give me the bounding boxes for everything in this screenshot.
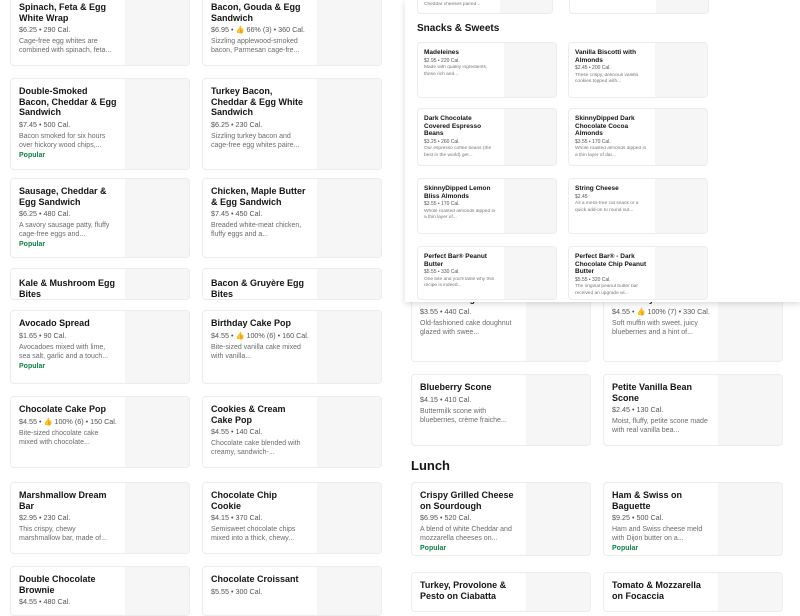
item-meta: $2.95 • 220 Cal. (424, 57, 460, 64)
item-meta: $6.25 • 290 Cal. (19, 25, 71, 34)
item-name: Birthday Cake Pop (211, 318, 292, 328)
menu-item-card[interactable] (202, 482, 382, 554)
item-name: Blueberry Scone (420, 382, 492, 392)
item-meta: $2.45 • 200 Cal. (575, 65, 611, 72)
menu-item-card[interactable] (202, 396, 382, 468)
item-name: SkinnyDipped Dark Chocolate Cocoa Almonds (575, 115, 635, 138)
item-description: Soft muffin with sweet, juicy blueberries and a hint of... (612, 319, 698, 336)
item-meta: $1.65 • 90 Cal. (19, 330, 67, 340)
item-description: Chocolate cake blended with creamy, sandwich-... (211, 440, 301, 457)
item-meta: $4.15 • 410 Cal. (420, 394, 472, 404)
item-description: A savory sausage patty, fluffy cage-free eggs and... (19, 222, 110, 239)
item-image (526, 483, 590, 555)
menu-item-card[interactable] (417, 42, 557, 98)
menu-item-card[interactable] (10, 178, 190, 258)
item-name: Perfect Bar® - Dark Chocolate Chip Peanut Butter (575, 253, 647, 276)
item-image (125, 483, 189, 553)
menu-item-card[interactable] (202, 566, 382, 616)
item-description: Ham and Swiss cheese meld with Dijon butter on a... (612, 526, 703, 543)
menu-item-card[interactable] (202, 78, 382, 170)
item-image (504, 179, 556, 233)
snacks-preview-panel (405, 0, 800, 302)
item-meta: $3.55 • 170 Cal. (424, 201, 460, 208)
menu-item-card[interactable] (202, 310, 382, 384)
item-image (317, 397, 381, 467)
item-name: Double-Smoked Bacon, Cheddar & Egg Sandwich (19, 86, 117, 117)
item-description: Sizzling turkey bacon and cage-free egg whites paire... (211, 132, 300, 149)
section-title-lunch: Lunch (411, 458, 450, 473)
item-meta: $2.95 • 230 Cal. (19, 513, 71, 522)
menu-item-card[interactable] (417, 178, 557, 234)
popular-badge: Popular (19, 241, 46, 249)
menu-item-card[interactable] (603, 572, 783, 612)
item-name: Chocolate Cake Pop (19, 404, 107, 414)
menu-item-card[interactable] (202, 0, 382, 66)
item-name: Dark Chocolate Covered Espresso Beans (424, 115, 482, 138)
item-description: Old-fashioned cake doughnut glazed with swee... (420, 319, 512, 336)
item-description: Sizzling applewood-smoked bacon, Parmesan cage-fre... (211, 38, 300, 55)
item-meta: $6.25 • 230 Cal. (211, 119, 263, 129)
popular-badge: Popular (19, 362, 46, 370)
item-name: Crispy Grilled Cheese on Sourdough (420, 490, 514, 511)
item-name: Chocolate Croissant (211, 574, 299, 584)
item-meta: $6.25 • 480 Cal. (19, 209, 71, 218)
item-description: Made with quality ingredients, these rich and... (424, 65, 488, 77)
menu-item-card[interactable] (568, 246, 708, 300)
item-meta: $2.45 • 130 Cal. (612, 405, 664, 414)
item-image (504, 247, 556, 299)
item-name: Bacon, Gouda & Egg Sandwich (211, 2, 301, 23)
item-meta: $3.25 • 260 Cal. (424, 138, 460, 145)
item-meta: $4.55 • 140 Cal. (211, 427, 263, 436)
menu-item-card[interactable] (417, 0, 553, 14)
item-description: Avocadoes mixed with lime, sea salt, garlic and a touch... (19, 343, 109, 360)
menu-item-card[interactable] (568, 42, 708, 98)
item-image (655, 109, 707, 165)
item-description: Semisweet chocolate chips mixed into a thick, chewy... (211, 526, 296, 543)
item-meta: $5.55 • 320 Cal. (575, 276, 611, 283)
item-image (317, 311, 381, 383)
item-image (655, 247, 707, 299)
item-description: One bite and you'll taste why this recipe is indeed... (424, 276, 494, 289)
item-image (125, 567, 189, 615)
item-description: Cheddar cheeses paired... (424, 2, 481, 7)
item-meta: $9.25 • 500 Cal. (612, 513, 664, 522)
item-meta: $3.55 • 440 Cal. (420, 306, 472, 316)
popular-badge: Popular (612, 545, 639, 553)
item-image (317, 269, 381, 299)
menu-item-card[interactable] (10, 0, 190, 66)
item-meta: $3.55 • 170 Cal. (575, 138, 611, 145)
item-name: Spinach, Feta & Egg White Wrap (19, 2, 107, 23)
item-image (655, 43, 707, 97)
item-description: Bite-sized chocolate cake mixed with chocolate... (19, 429, 99, 446)
item-name: SkinnyDipped Lemon Bliss Almonds (424, 185, 491, 200)
item-meta: $4.15 • 370 Cal. (211, 513, 263, 522)
item-image (526, 375, 590, 445)
item-image (125, 0, 189, 65)
item-description: The original peanut butter bar received an upgrade wi... (575, 284, 638, 296)
item-name: Bacon & Gruyère Egg Bites (211, 278, 305, 299)
item-image (718, 573, 782, 611)
item-image (718, 375, 782, 445)
item-description: Whole roasted almonds dipped in a thin layer of... (424, 208, 496, 221)
popular-badge: Popular (19, 151, 46, 159)
menu-item-card[interactable] (569, 0, 709, 14)
item-meta: $7.45 • 500 Cal. (19, 119, 71, 129)
item-name: String Cheese (575, 185, 619, 192)
item-description: These crispy, delicious vanilla cookies topped with... (575, 72, 639, 85)
menu-item-card[interactable] (10, 268, 190, 300)
item-meta: $4.55 • 👍 100% (6) • 160 Cal. (211, 330, 309, 340)
item-name: Sausage, Cheddar & Egg Sandwich (19, 186, 107, 207)
item-image (500, 0, 552, 13)
item-name: Turkey Bacon, Cheddar & Egg White Sandwich (211, 86, 303, 117)
menu-item-card[interactable] (568, 178, 708, 234)
item-description: Cage-free egg whites are combined with spinach, feta... (19, 38, 112, 55)
item-name: Chocolate Chip Cookie (211, 490, 278, 511)
popular-badge: Popular (420, 545, 447, 553)
item-image (656, 0, 708, 13)
item-name: Turkey, Provolone & Pesto on Ciabatta (420, 580, 507, 601)
item-description: Our espresso coffee beans (the best in the world) get... (424, 146, 492, 158)
item-name: Marshmallow Dream Bar (19, 490, 107, 511)
item-image (125, 269, 189, 299)
menu-item-card[interactable] (202, 178, 382, 258)
item-image (317, 179, 381, 257)
menu-item-card[interactable] (411, 374, 591, 446)
item-meta: $4.55 • 👍 100% (7) • 330 Cal. (612, 306, 710, 316)
item-image (125, 397, 189, 467)
menu-item-card[interactable] (417, 108, 557, 166)
item-image (655, 179, 707, 233)
menu-item-card[interactable] (411, 482, 591, 556)
item-image (125, 311, 189, 383)
menu-item-card[interactable] (10, 78, 190, 170)
item-image (718, 483, 782, 555)
item-meta: $4.55 • 480 Cal. (19, 597, 71, 606)
item-name: Vanilla Biscotti with Almonds (575, 49, 637, 64)
item-description: This crispy, chewy marshmallow bar, made of... (19, 526, 107, 543)
menu-item-card[interactable] (603, 482, 783, 556)
item-meta: $6.95 • 👍 66% (3) • 360 Cal. (211, 25, 305, 34)
menu-item-card[interactable] (568, 108, 708, 166)
item-name: Perfect Bar® Peanut Butter (424, 253, 487, 268)
item-meta: $2.45 (575, 193, 588, 200)
item-description: As a mess-free cat snack or a quick add-on to round out... (575, 201, 639, 213)
item-name: Madeleines (424, 49, 460, 56)
item-meta: $7.45 • 450 Cal. (211, 209, 263, 218)
item-description: A blend of white Cheddar and mozzarella cheeses on... (420, 526, 512, 543)
menu-item-card[interactable] (417, 246, 557, 300)
menu-item-card[interactable] (202, 268, 382, 300)
item-image (317, 0, 381, 65)
item-name: Petite Vanilla Bean Scone (612, 382, 693, 403)
item-description: Breaded white-meat chicken, fluffy eggs and a... (211, 222, 302, 239)
item-image (317, 567, 381, 615)
item-meta: $4.55 • 👍 100% (6) • 150 Cal. (19, 416, 117, 426)
item-meta: $5.55 • 330 Cal. (424, 269, 460, 276)
item-image (317, 483, 381, 553)
item-name: Double Chocolate Brownie (19, 574, 96, 595)
item-image (125, 79, 189, 169)
item-image (526, 573, 590, 611)
menu-item-card[interactable] (10, 396, 190, 468)
item-name: Cookies & Cream Cake Pop (211, 404, 286, 425)
item-name: Kale & Mushroom Egg Bites (19, 278, 116, 299)
item-description: Buttermilk scone with blueberries, crème fraiche... (420, 407, 507, 424)
item-description: Whole roasted almonds dipped in a thin layer of dar... (575, 146, 647, 158)
item-meta: $6.95 • 520 Cal. (420, 513, 472, 522)
item-image (125, 179, 189, 257)
menu-item-card[interactable] (10, 566, 190, 616)
item-meta: $5.55 • 300 Cal. (211, 586, 263, 596)
menu-item-card[interactable] (10, 482, 190, 554)
menu-item-card[interactable] (411, 572, 591, 612)
item-description: Bacon smoked for six hours over hickory wood chips,... (19, 132, 106, 149)
item-name: Avocado Spread (19, 318, 90, 328)
menu-item-card[interactable] (10, 310, 190, 384)
item-image (504, 109, 556, 165)
menu-item-card[interactable] (603, 374, 783, 446)
item-image (504, 43, 556, 97)
section-title-snacks: Snacks & Sweets (417, 23, 500, 34)
item-name: Chicken, Maple Butter & Egg Sandwich (211, 186, 306, 207)
item-name: Ham & Swiss on Baguette (612, 490, 683, 511)
item-image (317, 79, 381, 169)
item-description: Moist, fluffy, petite scone made with real vanilla bea... (612, 418, 708, 435)
item-name: Tomato & Mozzarella on Focaccia (612, 580, 701, 601)
item-description: Bite-sized vanilla cake mixed with vanilla... (211, 343, 301, 360)
